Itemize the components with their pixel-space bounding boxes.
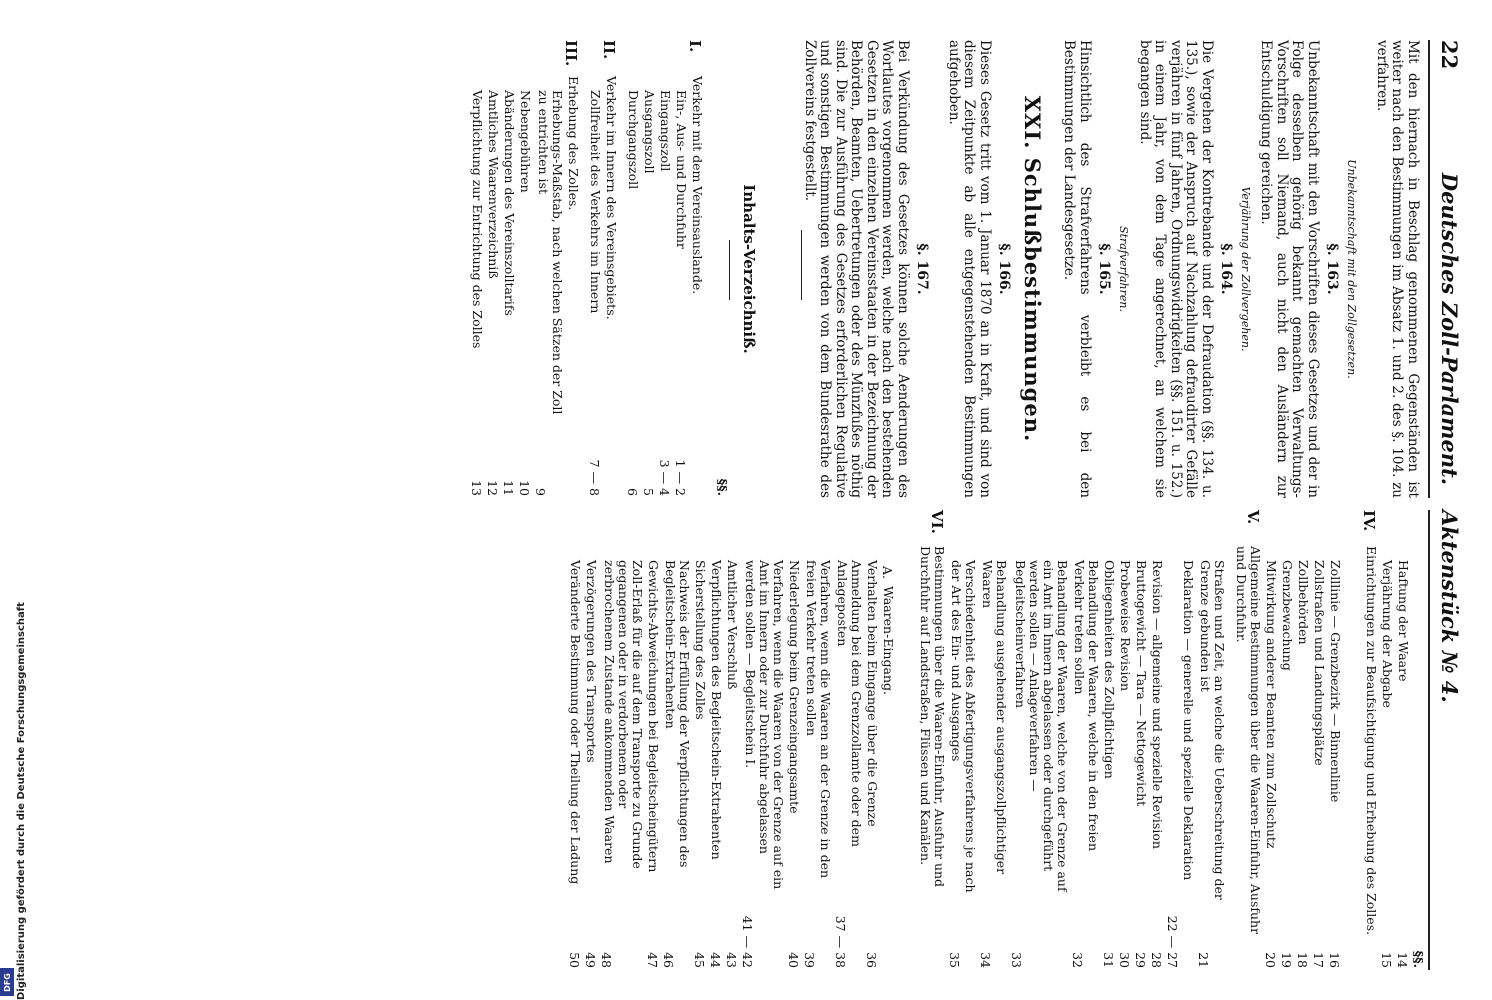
toc-line: Zollbehörden xyxy=(1296,560,1311,645)
toc-line: Niederlegung beim Grenzeingangsamte xyxy=(787,560,802,814)
credit-text: Digitalisierung gefördert durch die Deutsche Forschungsgemeinschaft xyxy=(16,602,27,1000)
toc-number: 41 — 42 xyxy=(740,915,755,968)
toc-number: 50 xyxy=(567,952,582,968)
toc-line: Zolllinie — Grenzbezirk — Binnenlinie xyxy=(1328,560,1343,803)
toc-number: 19 xyxy=(1279,952,1294,968)
toc-number: 5 xyxy=(641,488,656,496)
section-sidehead: Strafverfahren. xyxy=(1117,226,1130,312)
page-header-right xyxy=(1432,510,1462,970)
toc-number: 11 xyxy=(501,480,516,496)
toc-line: Erhebungs-Maßstab, nach welchen Sätzen der Zoll zu entrichten ist xyxy=(536,90,565,415)
section-text: Die Vergehen der Kontrebande und der Defraudation (§§. 134. u. 135.), sowie der Anspruch auf Nachzahlung defraudirter Gefälle verjähren in fünf Jahren, Ordnungswidrigkeiten (§§. 151. u. 152.) in einem Jahr, von dem Tage angerechnet, an welchem sie begangen sind. xyxy=(1137,40,1215,498)
page-header xyxy=(1432,40,1462,498)
header-rule xyxy=(1428,40,1430,498)
toc-line: Sicherstellung des Zolles xyxy=(693,560,708,720)
toc-roman: V. xyxy=(1244,510,1262,525)
chapter-heading: XXI. Schlußbestimmungen. xyxy=(1020,95,1045,443)
toc-number: 34 xyxy=(978,952,993,968)
toc-number: 21 xyxy=(1196,952,1211,968)
toc-line: Abänderungen des Vereinszolltarifs xyxy=(502,90,517,316)
left-column xyxy=(0,40,1470,498)
toc-line: Zoll-Erlaß für die auf dem Transporte zu Grunde gegangenen oder in verdorbenem oder zerbrochenem Zustande ankommenden Waaren xyxy=(602,560,645,869)
toc-number: 44 xyxy=(708,952,723,968)
section-sidehead: Unbekanntschaft mit den Zollgesetzen. xyxy=(1345,159,1358,379)
toc-line: Zollfreiheit des Verkehrs im Innern xyxy=(588,90,603,314)
toc-line: Ausgangszoll xyxy=(642,90,657,174)
toc-line: Verhalten beim Eingange über die Grenze xyxy=(865,560,880,827)
section-number: §. 165. xyxy=(1096,243,1112,295)
toc-number: 10 xyxy=(517,480,532,496)
toc-number: 48 xyxy=(599,952,614,968)
toc-line: Verjährung der Abgabe xyxy=(1380,560,1395,708)
toc-column-header: §§. xyxy=(1411,950,1426,968)
toc-number: 45 xyxy=(692,952,707,968)
toc-number: 39 xyxy=(802,952,817,968)
toc-number: 47 xyxy=(645,952,660,968)
toc-line: Verpflichtungen des Begleitschein-Extrahenten xyxy=(709,560,724,860)
toc-number: 1 — 2 xyxy=(673,459,688,496)
toc-number: 17 xyxy=(1311,952,1326,968)
toc-line: Revision — allgemeine und spezielle Revision xyxy=(1150,560,1165,849)
toc-chapter: Allgemeine Bestimmungen über die Waaren-Einfuhr, Ausfuhr und Durchfuhr. xyxy=(1234,546,1263,935)
toc-line: Verkehr im Innern des Vereinsgebiets. xyxy=(604,76,619,320)
section-text: Hinsichtlich des Strafverfahrens verbleibt es bei den Bestimmungen der Landesgesetze. xyxy=(1061,40,1093,498)
section-number: §. 164. xyxy=(1218,243,1234,295)
toc-number: 20 xyxy=(1263,952,1278,968)
toc-line: Probeweise Revision xyxy=(1118,560,1133,692)
divider xyxy=(729,240,730,300)
toc-number: 31 xyxy=(1101,952,1116,968)
divider xyxy=(801,230,802,300)
section-number: §. 167. xyxy=(914,243,930,295)
intro-paragraph: Mit den hiernach in Beschlag genommenen Gegenständen ist weiter nach den Bestimmungen im Absatz 1. und 2. des §. 104. zu verfahren. xyxy=(1374,40,1421,498)
toc-number: 29 xyxy=(1133,952,1148,968)
toc-line: Verkehr mit dem Vereinsauslande. xyxy=(690,76,705,295)
toc-number: 15 xyxy=(1379,952,1394,968)
toc-line: Veränderte Bestimmung oder Theilung der Ladung xyxy=(568,560,583,885)
toc-line: Verschiedenheit des Abfertigungsverfahrens je nach der Art des Ein- und Ausganges xyxy=(949,560,978,893)
toc-line: Amtlicher Verschluß xyxy=(725,560,740,690)
section-number: §. 163. xyxy=(1324,243,1340,295)
toc-roman: III. xyxy=(562,40,580,67)
toc-number: 32 xyxy=(1070,952,1085,968)
toc-number: 12 xyxy=(485,480,500,496)
toc-line: Deklaration — generelle und spezielle Deklaration xyxy=(1181,560,1196,881)
section-number: §. 166. xyxy=(996,243,1012,295)
toc-number: 16 xyxy=(1327,952,1342,968)
toc-line: Verpflichtung zur Entrichtung des Zolles xyxy=(470,90,485,349)
toc-number: 6 xyxy=(625,488,640,496)
toc-number: 18 xyxy=(1295,952,1310,968)
section-sidehead: Verjährung der Zollvergehen. xyxy=(1239,186,1252,352)
right-column xyxy=(0,510,1470,970)
toc-number: 14 xyxy=(1395,952,1410,968)
section-text: Unbekanntschaft mit den Vorschriften dieses Gesetzes und der in Folge desselben gehörig bekannt gemachten Verwaltungs-Vorschriften soll Niemand, auch nicht den Ausländern zur Entschuldigung gereichen. xyxy=(1258,40,1321,498)
toc-number: 49 xyxy=(583,952,598,968)
toc-line: Durchgangszoll xyxy=(626,90,641,190)
toc-line: Verfahren, wenn die Waaren von der Grenze auf ein Amt im Innern oder zur Durchfuhr abgelassen werden sollen — Begleitschein I. xyxy=(743,560,786,890)
toc-number: 22 — 27 xyxy=(1165,915,1180,968)
toc-line: Behandlung ausgehender ausgangszollpflichtiger Waaren xyxy=(980,560,1009,875)
page-title: Deutsches Zoll-Parlament. xyxy=(1437,172,1462,486)
toc-number: 35 xyxy=(947,952,962,968)
toc-number: 9 xyxy=(533,488,548,496)
toc-line: Zollstraßen und Landungsplätze xyxy=(1312,560,1327,766)
toc-number: 30 xyxy=(1117,952,1132,968)
toc-roman: II. xyxy=(600,40,618,60)
toc-line: Anmeldung bei dem Grenzzollamte oder dem Anlageposten xyxy=(835,560,864,847)
toc-line: Waaren-Eingang. xyxy=(881,586,896,695)
toc-number: 28 xyxy=(1149,952,1164,968)
section-text: Bei Verkündung des Gesetzes können solche Aenderungen des Wortlautes vorgenommen werden, welche nach den bestehenden Gesetzen in den einzelnen Vereinsstaaten in der Bezeichnung der Behörden, Beamten, Uebertretungen oder des Münzfußes nöthig sind. Die zur Ausführung des Gesetzes erforderlichen Regulative und sonstigen Bestimmungen werden von dem Bundesrathe des Zollvereins festgestellt. xyxy=(802,40,911,498)
toc-number: 7 — 8 xyxy=(587,459,602,496)
toc-roman: VI. xyxy=(928,510,946,534)
toc-line: Obliegenheiten des Zollpflichtigen xyxy=(1102,560,1117,779)
toc-line: Eingangszoll xyxy=(658,90,673,172)
attachment-label: Aktenstück № 4. xyxy=(1437,510,1462,703)
toc-line: Mitwirkung anderer Beamten zum Zollschutz xyxy=(1264,560,1279,849)
toc-line: Haftung der Waare xyxy=(1396,560,1411,682)
credit-strip xyxy=(0,600,27,1000)
section-text: Dieses Gesetz tritt vom 1. Januar 1870 an in Kraft, und sind von diesem Zeitpunkte ab alle entgegenstehenden Bestimmungen aufgehoben. xyxy=(946,40,993,498)
toc-roman: I. xyxy=(686,40,704,53)
toc-line: Amtliches Waarenverzeichniß xyxy=(486,90,501,279)
toc-number: 36 xyxy=(864,952,879,968)
toc-line: Bruttogewicht — Tara — Nettogewicht xyxy=(1134,560,1149,807)
toc-number: 37 — 38 xyxy=(833,915,848,968)
toc-title: Inhalts-Verzeichniß. xyxy=(740,184,758,354)
toc-number: 33 xyxy=(1009,952,1024,968)
toc-line: Behandlung der Waaren, welche in den freien Verkehr treten sollen xyxy=(1072,560,1101,852)
toc-number: 43 xyxy=(724,952,739,968)
toc-chapter: Bestimmungen über die Waaren-Einfuhr, Ausfuhr und Durchfuhr auf Landstraßen, Flüssen und Kanälen. xyxy=(918,546,947,888)
toc-line: Nachweis der Erfüllung der Verpflichtungen des Begleitschein-Extrahenten xyxy=(663,560,692,868)
toc-line: Grenzbewachung xyxy=(1280,560,1295,671)
toc-number: 13 xyxy=(469,480,484,496)
toc-letter: A. xyxy=(880,566,895,580)
dfg-logo-text: DFG xyxy=(2,972,12,992)
toc-line: Gewichts-Abweichungen bei Begleitscheingütern xyxy=(646,560,661,873)
dfg-logo xyxy=(0,968,14,996)
toc-line: Erhebung des Zolles. xyxy=(566,76,581,211)
toc-line: Verzögerungen des Transportes xyxy=(584,560,599,763)
toc-chapter: Einrichtungen zur Beaufsichtigung und Erhebung des Zolles. xyxy=(1364,546,1379,936)
toc-number: 46 xyxy=(661,952,676,968)
toc-roman: IV. xyxy=(1360,510,1378,532)
toc-line: Straßen und Zeit, an welche die Ueberschreitung der Grenze gebunden ist xyxy=(1198,560,1227,900)
toc-line: Ein-, Aus- und Durchfuhr xyxy=(674,90,689,249)
toc-line: Nebengebühren xyxy=(518,90,533,193)
toc-line: Verfahren, wenn die Waaren an der Grenze in den freien Verkehr treten sollen xyxy=(804,560,833,879)
toc-column-header: §§. xyxy=(715,478,730,496)
page-number: 22 xyxy=(1437,40,1462,70)
toc-line: Behandlung der Waaren, welche von der Grenze auf ein Amt im Innern abgelassen oder durchgeführt werden sollen — Anlageverfahren — Begleitscheinverfahren xyxy=(1013,560,1070,892)
toc-number: 40 xyxy=(786,952,801,968)
header-rule xyxy=(1428,510,1430,970)
toc-number: 3 — 4 xyxy=(657,459,672,496)
